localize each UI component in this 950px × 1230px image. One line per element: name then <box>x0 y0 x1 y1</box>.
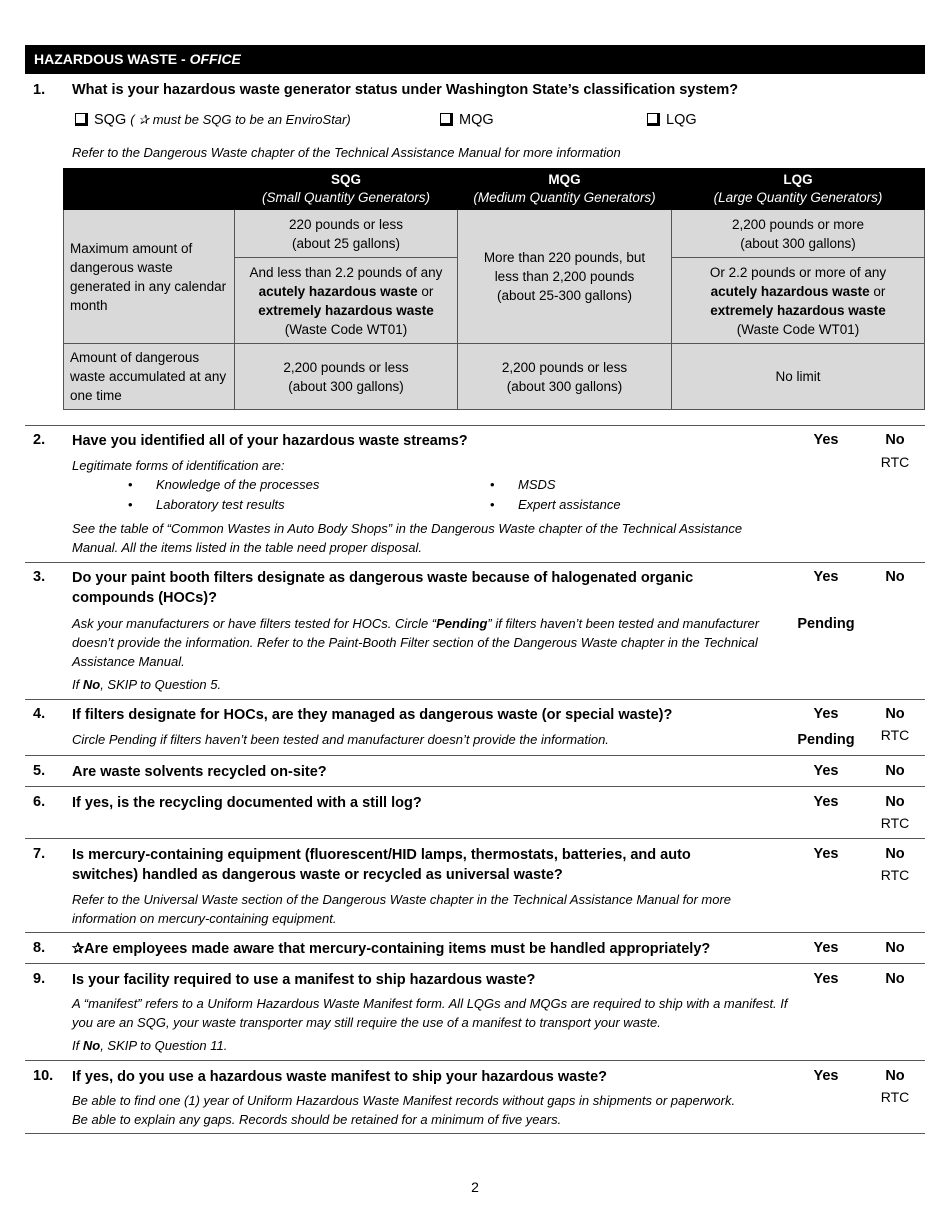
list-item: • Laboratory test results <box>128 497 285 512</box>
q6-yes[interactable]: Yes <box>813 794 839 810</box>
q4-no[interactable]: No <box>885 706 905 722</box>
q2-note: See the table of “Common Wastes in Auto Body Shops” in the Dangerous Waste chapter of the Technical Assistance Manual. All the items listed in the table need proper disposal. <box>72 521 743 555</box>
divider <box>25 786 925 787</box>
q10-yes[interactable]: Yes <box>813 1068 839 1084</box>
q7-rtc[interactable]: RTC <box>880 867 910 883</box>
row-monthly-label: Maximum amount of dangerous waste generated in any calendar month <box>64 210 235 344</box>
header-mqg: MQG (Medium Quantity Generators) <box>458 169 672 210</box>
option-sqg-label: SQG <box>94 112 127 128</box>
q4-pending[interactable]: Pending <box>797 732 855 748</box>
q3-skip: If No, SKIP to Question 5. <box>72 677 222 692</box>
q4-text: If filters designate for HOCs, are they managed as dangerous waste (or special waste)? <box>72 707 673 723</box>
header-sqg: SQG (Small Quantity Generators) <box>235 169 458 210</box>
cell-sqg-monthly: 220 pounds or less (about 25 gallons) <box>235 210 458 258</box>
checkbox-lqg[interactable] <box>647 113 660 126</box>
q9-text: Is your facility required to use a manifest to ship hazardous waste? <box>72 972 536 988</box>
row-accumulated-label: Amount of dangerous waste accumulated at any one time <box>64 344 235 410</box>
q4-note: Circle Pending if filters haven’t been tested and manufacturer doesn’t provide the information. <box>72 732 609 747</box>
q5-number: 5. <box>33 763 46 779</box>
option-lqg-label: LQG <box>666 112 697 128</box>
checkbox-sqg[interactable] <box>75 113 88 126</box>
q2-yes[interactable]: Yes <box>813 432 839 448</box>
q8-yes[interactable]: Yes <box>813 940 839 956</box>
list-item: • Knowledge of the processes <box>128 477 320 492</box>
q8-no[interactable]: No <box>885 940 905 956</box>
section-banner <box>25 45 925 74</box>
q5-no[interactable]: No <box>885 763 905 779</box>
divider <box>25 425 925 426</box>
q2-text: Have you identified all of your hazardous waste streams? <box>72 433 468 449</box>
divider <box>25 1133 925 1134</box>
q2-number: 2. <box>33 432 46 448</box>
q6-rtc[interactable]: RTC <box>880 815 910 831</box>
q1-text: What is your hazardous waste generator status under Washington State’s classification system? <box>72 82 739 98</box>
q3-pending[interactable]: Pending <box>797 616 855 632</box>
cell-lqg-acute: Or 2.2 pounds or more of any acutely hazardous waste or extremely hazardous waste (Waste Code WT01) <box>672 258 925 344</box>
q7-number: 7. <box>33 846 46 862</box>
q9-no[interactable]: No <box>885 971 905 987</box>
q6-no[interactable]: No <box>885 794 905 810</box>
q2-bullets-right <box>490 475 621 515</box>
divider <box>25 755 925 756</box>
q7-note: Refer to the Universal Waste section of the Dangerous Waste chapter in the Technical Assistance Manual for more information on mercury-containing equipment. <box>72 892 732 926</box>
q10-no[interactable]: No <box>885 1068 905 1084</box>
q10-rtc[interactable]: RTC <box>880 1089 910 1105</box>
q3-number: 3. <box>33 569 46 585</box>
divider <box>25 932 925 933</box>
q2-no[interactable]: No <box>885 432 905 448</box>
cell-mqg-accumulated: 2,200 pounds or less (about 300 gallons) <box>458 344 672 410</box>
option-mqg-label: MQG <box>459 112 494 128</box>
q3-yes[interactable]: Yes <box>813 569 839 585</box>
header-lqg: LQG (Large Quantity Generators) <box>672 169 925 210</box>
generator-status-table <box>63 168 925 410</box>
q9-skip: If No, SKIP to Question 11. <box>72 1038 228 1053</box>
divider <box>25 1060 925 1061</box>
cell-lqg-accumulated: No limit <box>672 344 925 410</box>
divider <box>25 963 925 964</box>
q9-note: A “manifest” refers to a Uniform Hazardous Waste Manifest form. All LQGs and MQGs are required to ship with a manifest. If you are an SQG, your waste transporter may still require the use of a manifest to transport your waste. <box>72 996 788 1030</box>
q7-yes[interactable]: Yes <box>813 846 839 862</box>
q2-bullets-left <box>128 475 319 515</box>
list-item: • MSDS <box>490 477 556 492</box>
divider <box>25 699 925 700</box>
q3-note: Ask your manufacturers or have filters tested for HOCs. Circle “Pending” if filters haven’t been tested and manufacturer doesn’t provide the information. Refer to the Paint-Booth Filter section of the Dangerous Waste chapter in the Technical Assistance Manual. <box>72 616 760 669</box>
option-mqg[interactable] <box>440 112 494 128</box>
q7-no[interactable]: No <box>885 846 905 862</box>
section-subtitle: OFFICE <box>189 51 241 67</box>
q8-text: ✰Are employees made aware that mercury-containing items must be handled appropriately? <box>72 941 711 957</box>
q5-yes[interactable]: Yes <box>813 763 839 779</box>
q3-text: Do your paint booth filters designate as dangerous waste because of halogenated organic compounds (HOCs)? <box>72 570 694 606</box>
q7-text: Is mercury-containing equipment (fluorescent/HID lamps, thermostats, batteries, and auto switches) handled as dangerous waste or recycled as universal waste? <box>72 847 691 883</box>
cell-sqg-accumulated: 2,200 pounds or less (about 300 gallons) <box>235 344 458 410</box>
list-item: • Expert assistance <box>490 497 621 512</box>
q1-number: 1. <box>33 82 46 98</box>
q4-rtc[interactable]: RTC <box>880 727 910 743</box>
q2-rtc[interactable]: RTC <box>880 454 910 470</box>
q8-number: 8. <box>33 940 46 956</box>
q1-reference: Refer to the Dangerous Waste chapter of the Technical Assistance Manual for more information <box>72 145 621 160</box>
option-sqg-note: ( ✰ must be SQG to be an EnviroStar) <box>130 112 351 127</box>
section-title: HAZARDOUS WASTE - <box>34 51 190 67</box>
q6-text: If yes, is the recycling documented with a still log? <box>72 795 422 811</box>
q3-no[interactable]: No <box>885 569 905 585</box>
page-number: 2 <box>471 1179 479 1195</box>
q4-yes[interactable]: Yes <box>813 706 839 722</box>
checkbox-mqg[interactable] <box>440 113 453 126</box>
cell-mqg-monthly: More than 220 pounds, but less than 2,200 pounds (about 25-300 gallons) <box>458 210 672 344</box>
q6-number: 6. <box>33 794 46 810</box>
cell-sqg-acute: And less than 2.2 pounds of any acutely hazardous waste or extremely hazardous waste (Waste Code WT01) <box>235 258 458 344</box>
divider <box>25 562 925 563</box>
option-sqg[interactable] <box>75 112 351 128</box>
table-corner <box>64 169 235 210</box>
option-lqg[interactable] <box>647 112 697 128</box>
divider <box>25 838 925 839</box>
q10-number: 10. <box>33 1068 54 1084</box>
q9-number: 9. <box>33 971 46 987</box>
q4-number: 4. <box>33 706 46 722</box>
q2-legit: Legitimate forms of identification are: <box>72 458 285 473</box>
q10-text: If yes, do you use a hazardous waste manifest to ship your hazardous waste? <box>72 1069 608 1085</box>
q9-yes[interactable]: Yes <box>813 971 839 987</box>
q10-note: Be able to find one (1) year of Uniform Hazardous Waste Manifest records without gaps in shipments or paperwork. Be able to explain any gaps. Records should be retained for a minimum of five years. <box>72 1093 736 1127</box>
cell-lqg-monthly: 2,200 pounds or more (about 300 gallons) <box>672 210 925 258</box>
q5-text: Are waste solvents recycled on-site? <box>72 764 327 780</box>
